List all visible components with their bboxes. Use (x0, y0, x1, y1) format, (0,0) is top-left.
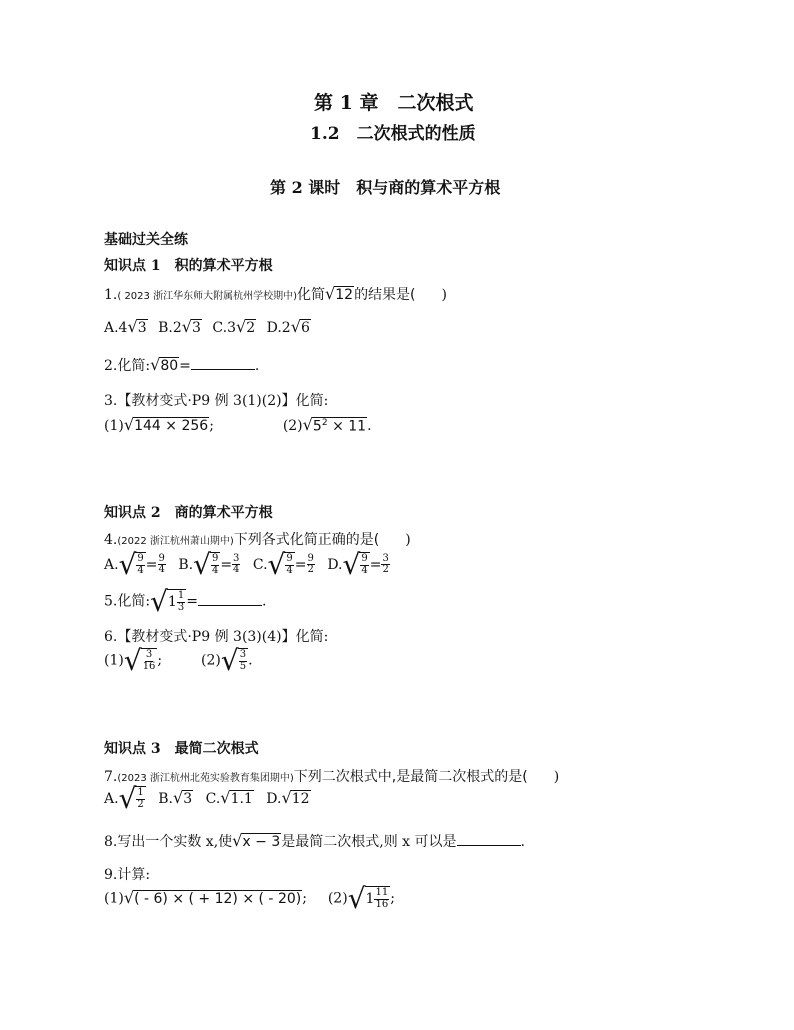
q3-parts: (1) √ 144 × 256 ; (2) √ $5^2 \times 11$ . (104, 415, 372, 435)
q1-option-b[interactable]: B.2 √ 3 (158, 317, 201, 336)
q3-part2-radical: √ $5^2 \times 11$ (302, 415, 367, 435)
q4-option-b[interactable]: B. √ $\frac{9}{4}$ = $\frac{3}{4}$ (178, 548, 240, 581)
q7-options (104, 782, 311, 815)
q6-parts: (1) √ $\frac{3}{16}$ ; (2) √ $\frac{3}{5}$ . (104, 644, 253, 677)
q1-close-paren: ) (441, 287, 447, 303)
section-title: 1.2 二次根式的性质 (310, 124, 476, 144)
q2-answer-blank[interactable] (191, 357, 255, 370)
chapter-title: 第 1 章 二次根式 (314, 92, 474, 114)
question-4: 4.(2022 浙江杭州萧山期中)下列各式化简正确的是( ) (104, 532, 411, 548)
q1-text-b: 的结果是( (354, 287, 416, 303)
q1-option-d[interactable]: D.2 √ 6 (266, 317, 310, 336)
q1-number: 1. (104, 287, 118, 303)
q5-answer-blank[interactable] (198, 593, 262, 606)
kp2-title: 知识点 2 商的算术平方根 (104, 505, 273, 521)
q7-option-c[interactable]: C. √ 1.1 (205, 788, 253, 808)
q4-option-c[interactable]: C. √ $\frac{9}{4}$ = $\frac{9}{2}$ (252, 548, 314, 581)
q1-radical: √ 12 (324, 284, 354, 304)
kp1-title: 知识点 1 积的算术平方根 (104, 258, 273, 274)
q9-part1-radical: √ ( - 6) × ( + 12) × ( - 20) (123, 888, 302, 908)
question-9: 9.计算: (104, 867, 151, 883)
practice-title: 基础过关全练 (104, 232, 188, 248)
q8-answer-blank[interactable] (457, 833, 521, 846)
question-1 (104, 284, 447, 304)
q7-option-b[interactable]: B. √ 3 (158, 788, 193, 808)
q1-option-c[interactable]: C.3 √ 2 (212, 317, 256, 336)
q1-text: 化简 (296, 287, 325, 303)
q4-options (104, 548, 390, 581)
question-6: 6.【教材变式·P9 例 3(3)(4)】化简: (104, 629, 329, 645)
q1-options (104, 319, 311, 336)
q4-option-d[interactable]: D. √ $\frac{9}{4}$ = $\frac{3}{2}$ (327, 548, 389, 581)
lesson-title: 第 2 课时 积与商的算术平方根 (270, 178, 501, 197)
q9-parts: (1) √ ( - 6) × ( + 12) × ( - 20) ; (2) √ 1 $\frac{11}{16}$ ; (104, 882, 395, 915)
q7-option-d[interactable]: D. √ 12 (266, 788, 310, 808)
q4-option-a[interactable]: A. √ $\frac{9}{4}$ = $\frac{9}{4}$ (104, 548, 165, 581)
question-2: 2.化简: √ 80 = . (104, 355, 260, 375)
question-5: 5.化简: √ 1 $\frac{1}{3}$ = . (104, 585, 267, 618)
question-3: 3.【教材变式·P9 例 3(1)(2)】化简: (104, 393, 329, 409)
q1-source: ( 2023 浙江华东师大附属杭州学校期中) (117, 291, 297, 302)
q7-option-a[interactable]: A. √ $\frac{1}{2}$ (104, 782, 144, 815)
question-7: 7.(2023 浙江杭州北苑实验教育集团期中)下列二次根式中,是最简二次根式的是( ) (104, 769, 560, 785)
question-8: 8.写出一个实数 x,使 √ x − 3 是最简二次根式,则 x 可以是 . (104, 831, 525, 851)
kp3-title: 知识点 3 最简二次根式 (104, 741, 259, 757)
q3-part1-radical: √ 144 × 256 (123, 415, 209, 435)
q1-option-a[interactable]: A.4 √ 3 (104, 317, 147, 336)
